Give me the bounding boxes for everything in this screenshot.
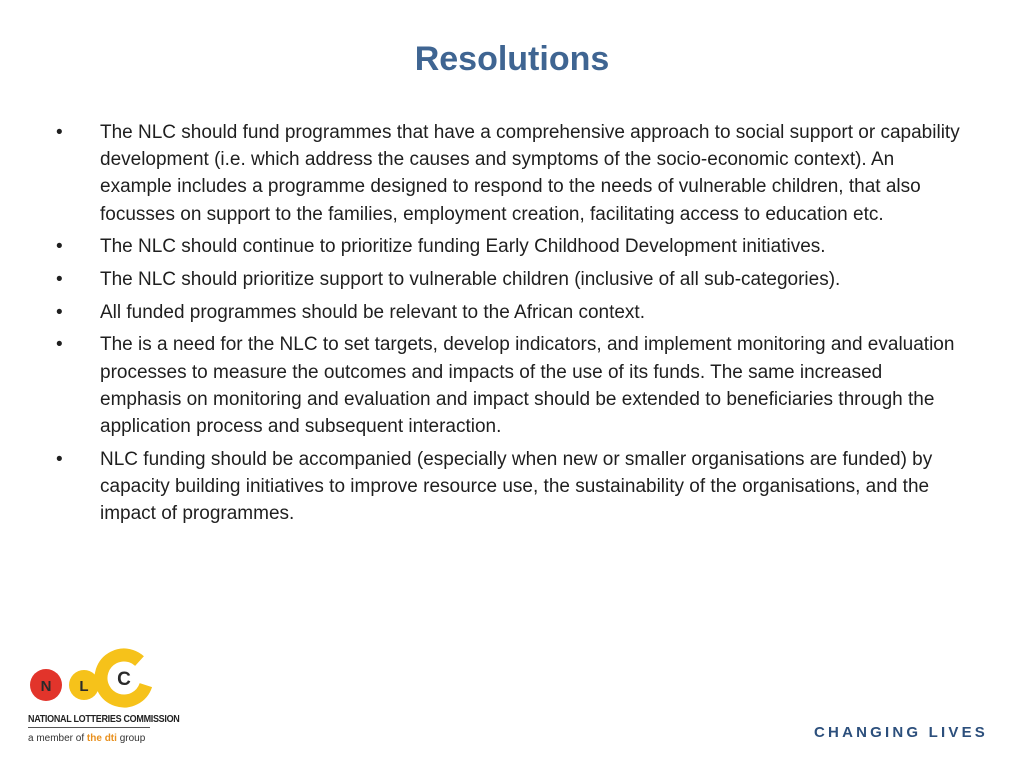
logo-member-suffix: group <box>116 733 146 744</box>
bullet-item <box>56 331 966 440</box>
slide-title: Resolutions <box>414 40 610 78</box>
bullet-item <box>56 233 966 260</box>
bullet-item <box>56 119 966 228</box>
logo-member-group: the dti <box>86 733 117 744</box>
bullet-text: The is a need for the NLC to set targets, develop indicators, and implement monitoring and evaluation processes to measure the outcomes and impacts of the use of its funds. The same increased emphasis on monitoring and evaluation and impact should be extended to beneficiaries through the application process and subsequent interaction. <box>100 334 955 438</box>
bullet-text: The NLC should fund programmes that have a comprehensive approach to social support or capability development (i.e. which address the causes and symptoms of the socio-economic context). An example includes a programme designed to respond to the needs of vulnerable children, that also focusses on support to the families, employment creation, facilitating access to education etc. <box>100 122 960 225</box>
bullet-marker: • <box>56 448 63 470</box>
nlc-logo <box>26 644 180 750</box>
logo-letter-c: C <box>117 669 131 690</box>
nlc-logo-mark <box>26 644 158 714</box>
bullet-item <box>56 266 966 293</box>
logo-organisation-name: NATIONAL LOTTERIES COMMISSION <box>28 713 180 725</box>
bullet-text: The NLC should prioritize support to vulnerable children (inclusive of all sub-categories). <box>100 269 841 291</box>
logo-divider <box>28 727 150 728</box>
bullet-marker: • <box>56 122 63 143</box>
bullet-marker: • <box>56 236 63 258</box>
bullet-marker: • <box>56 269 63 291</box>
logo-letter-n: N <box>40 678 52 695</box>
bullet-item <box>56 299 966 326</box>
bullet-text: NLC funding should be accompanied (especially when new or smaller organisations are funded) by capacity building initiatives to improve resource use, the sustainability of the organisations, and the impact of programmes. <box>100 448 933 525</box>
logo-letter-l: L <box>79 678 89 695</box>
bullet-list <box>56 119 966 533</box>
bullet-item <box>56 446 966 528</box>
logo-member-line <box>28 733 145 744</box>
bullet-text: All funded programmes should be relevant to the African context. <box>100 301 645 323</box>
bullet-marker: • <box>56 334 63 356</box>
bullet-marker: • <box>56 301 63 323</box>
bullet-text: The NLC should continue to prioritize funding Early Childhood Development initiatives. <box>100 236 826 258</box>
footer-tagline: CHANGING LIVES <box>814 724 988 741</box>
logo-member-prefix: a member of <box>28 733 87 744</box>
